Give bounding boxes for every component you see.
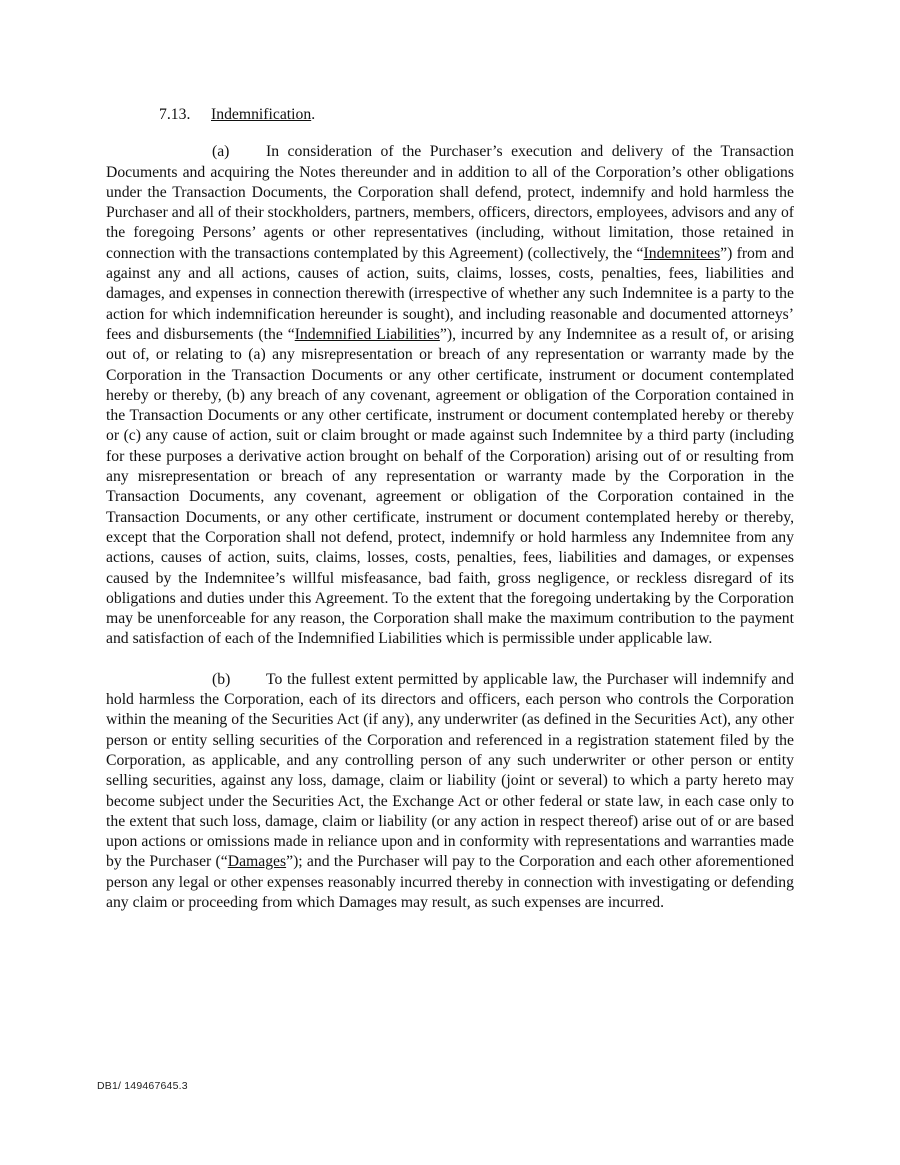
paragraph-a-text-3: ”), incurred by any Indemnitee as a result of, or arising out of, or relating to (a) any misrepresentation or breach of any representation or warranty made by the Corporation in the Transaction Documents or any other certificate, instrument or document contemplated hereby or thereby, (b) any breach of any covenant, agreement or obligation of the Corporation contained in the Transaction Documents or any other certificate, instrument or document contemplated hereby or thereby or (c) any cause of action, suit or claim brought or made against such Indemnitee by a third party (including for these purposes a derivative action brought on behalf of the Corporation) arising out of or resulting from any misrepresentation or breach of any representation or warranty made by the Corporation in the Transaction Documents, any covenant, agreement or obligation of the Corporation contained in the Transaction Documents, or any other certificate, instrument or document contemplated hereby or thereby, except that the Corporation shall not defend, protect, indemnify or hold harmless any Indemnitee from any actions, causes of action, suits, claims, losses, costs, penalties, fees, liabilities and damages, or expenses caused by the Indemnitee’s willful misfeasance, bad faith, gross negligence, or reckless disregard of its obligations and duties under this Agreement. To the extent that the foregoing undertaking by the Corporation may be unenforceable for any reason, the Corporation shall make the maximum contribution to the payment and satisfaction of each of the Indemnified Liabilities which is permissible under applicable law. [106, 325, 794, 648]
section-title: Indemnification [211, 106, 312, 123]
paragraph-a [106, 142, 794, 649]
paragraph-b-text-1: To the fullest extent permitted by applicable law, the Purchaser will indemnify and hold harmless the Corporation, each of its directors and officers, each person who controls the Corporation within the meaning of the Securities Act (if any), any underwriter (as defined in the Securities Act), any other person or entity selling securities of the Corporation and referenced in a registration statement filed by the Corporation, as applicable, and any controlling person of any such underwriter or other person or entity selling securities, against any loss, damage, claim or liability (joint or several) to which a party hereto may become subject under the Securities Act, the Exchange Act or other federal or state law, in each case only to the extent that such loss, damage, claim or liability (or any action in respect thereof) arise out of or are based upon actions or omissions made in reliance upon and in conformity with representations and warranties made by the Purchaser (“ [106, 670, 794, 871]
document-body [106, 105, 794, 933]
section-title-period: . [311, 106, 316, 123]
defined-term-indemnified-liabilities: Indemnified Liabilities [294, 325, 440, 343]
paragraph-b [106, 670, 794, 914]
paragraph-b-label: (b) [212, 670, 231, 688]
paragraph-a-text-2: ”) from and against any and all actions, causes of action, suits, claims, losses, costs, penalties, fees, liabilities and damages, and expenses in connection therewith (irrespective of whether any such Indemnitee is a party to the action for which indemnification hereunder is sought), and including reasonable and documented attorneys’ fees and disbursements (the “ [106, 244, 794, 343]
section-heading [106, 105, 794, 125]
paragraph-a-label: (a) [212, 143, 230, 161]
paragraph-b-text-2: ”); and the Purchaser will pay to the Corporation and each other aforementioned person any legal or other expenses reasonably incurred thereby in connection with investigating or defending any claim or proceeding from which Damages may result, as such expenses are incurred. [106, 853, 794, 911]
defined-term-indemnitees: Indemnitees [643, 244, 721, 262]
defined-term-damages: Damages [227, 853, 287, 871]
section-number: 7.13. [159, 106, 191, 123]
footer-document-id: DB1/ 149467645.3 [97, 1080, 188, 1092]
paragraph-a-text-1: In consideration of the Purchaser’s execution and delivery of the Transaction Documents and acquiring the Notes thereunder and in addition to all of the Corporation’s other obligations under the Transaction Documents, the Corporation shall defend, protect, indemnify and hold harmless the Purchaser and all of their stockholders, partners, members, officers, directors, employees, advisors and any of the foregoing Persons’ agents or other representatives (including, without limitation, those retained in connection with the transactions contemplated by this Agreement) (collectively, the “ [106, 143, 795, 262]
